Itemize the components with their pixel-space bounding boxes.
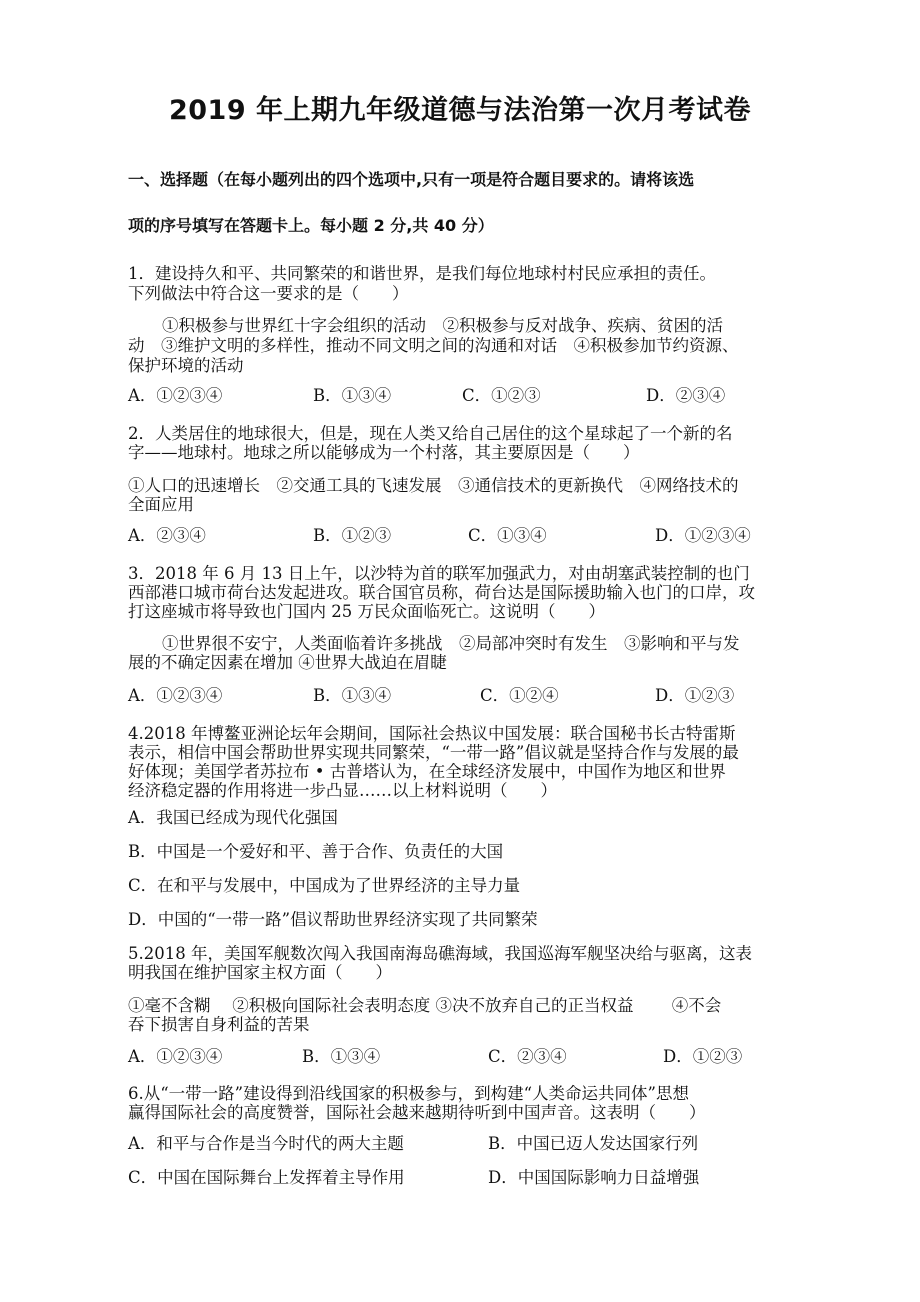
question-items-line: 保护环境的活动 [128, 356, 244, 375]
option-a: A．我国已经成为现代化强国 [128, 808, 338, 827]
question-stem-line: 表示，相信中国会帮助世界实现共同繁荣，“一带一路”倡议就是坚持合作与发展的最 [128, 743, 739, 762]
option-c: C．①②④ [480, 686, 559, 705]
question-stem-line: 5.2018 年，美国军舰数次闯入我国南海岛礁海域，我国巡海军舰坚决给与驱离，这表 [128, 944, 752, 963]
question-stem-line: 好体现；美国学者苏拉布 • 古普塔认为，在全球经济发展中，中国作为地区和世界 [128, 762, 726, 781]
section-heading-line-2: 项的序号填写在答题卡上。每小题 2 分,共 40 分） [128, 216, 494, 235]
option-a: A．①②③④ [128, 1047, 223, 1066]
question-items-line: ①毫不含糊 ②积极向国际社会表明态度 ③决不放弃自己的正当权益 ④不会 [128, 996, 722, 1015]
option-b: B．①②③ [313, 526, 392, 545]
question-stem-line: 6.从“一带一路”建设得到沿线国家的积极参与，到构建“人类命运共同体”思想 [128, 1084, 689, 1103]
question-items-line: 动 ③维护文明的多样性，推动不同文明之间的沟通和对话 ④积极参加节约资源、 [128, 336, 739, 355]
option-b: B．中国是一个爱好和平、善于合作、负责任的大国 [128, 842, 504, 861]
question-stem-line: 打这座城市将导致也门国内 25 万民众面临死亡。这说明（ ） [128, 602, 605, 621]
question-stem-line: 明我国在维护国家主权方面（ ） [128, 963, 392, 982]
exam-title: 2019 年上期九年级道德与法治第一次月考试卷 [168, 95, 752, 126]
option-a: A．①②③④ [128, 386, 223, 405]
section-heading-line-1: 一、选择题（在每小题列出的四个选项中,只有一项是符合题目要求的。请将该选 [128, 170, 695, 189]
question-stem-line: 3．2018 年 6 月 13 日上午，以沙特为首的联军加强武力，对由胡塞武装控制的也门 [128, 564, 750, 583]
question-stem-line: 2．人类居住的地球很大，但是，现在人类又给自己居住的这个星球起了一个新的名 [128, 424, 733, 443]
option-d: D．①②③ [655, 686, 735, 705]
option-c: C．中国在国际舞台上发挥着主导作用 [128, 1168, 405, 1187]
option-c: C．②③④ [488, 1047, 567, 1066]
option-c: C．①②③ [462, 386, 541, 405]
option-a: A．②③④ [128, 526, 206, 545]
question-stem-line: 赢得国际社会的高度赞誉，国际社会越来越期待听到中国声音。这表明（ ） [128, 1103, 706, 1122]
option-b: B．①③④ [302, 1047, 381, 1066]
question-items-line: 展的不确定因素在增加 ④世界大战迫在眉睫 [128, 653, 447, 672]
question-stem-line: 下列做法中符合这一要求的是（ ） [128, 284, 409, 303]
option-d: D．①②③ [663, 1047, 743, 1066]
option-d: D．中国国际影响力日益增强 [488, 1168, 700, 1187]
option-b: B．①③④ [313, 386, 392, 405]
option-b: B．中国已迈人发达国家行列 [488, 1134, 699, 1153]
option-c: C．①③④ [468, 526, 547, 545]
question-stem-line: 西部港口城市荷台达发起进攻。联合国官员称，荷台达是国际援助输入也门的口岸，攻 [128, 583, 755, 602]
question-stem-line: 1．建设持久和平、共同繁荣的和谐世界，是我们每位地球村村民应承担的责任。 [128, 264, 716, 283]
option-a: A．和平与合作是当今时代的两大主题 [128, 1134, 404, 1153]
question-stem-line: 经济稳定器的作用将进一步凸显……以上材料说明（ ） [128, 781, 557, 800]
question-stem-line: 字——地球村。地球之所以能够成为一个村落，其主要原因是（ ） [128, 443, 640, 462]
question-items-line: ①世界很不安宁，人类面临着许多挑战 ②局部冲突时有发生 ③影响和平与发 [162, 634, 740, 653]
option-a: A．①②③④ [128, 686, 223, 705]
option-b: B．①③④ [313, 686, 392, 705]
option-d: D．②③④ [646, 386, 726, 405]
question-items-line: 全面应用 [128, 495, 194, 514]
option-d: D．中国的“一带一路”倡议帮助世界经济实现了共同繁荣 [128, 910, 538, 929]
question-items-line: ①人口的迅速增长 ②交通工具的飞速发展 ③通信技术的更新换代 ④网络技术的 [128, 476, 739, 495]
option-c: C．在和平与发展中，中国成为了世界经济的主导力量 [128, 876, 521, 895]
question-stem-line: 4.2018 年博鳌亚洲论坛年会期间，国际社会热议中国发展：联合国秘书长古特雷斯 [128, 724, 736, 743]
option-d: D．①②③④ [655, 526, 751, 545]
question-items-line: 吞下损害自身利益的苦果 [128, 1015, 310, 1034]
question-items-line: ①积极参与世界红十字会组织的活动 ②积极参与反对战争、疾病、贫困的活 [162, 316, 723, 335]
